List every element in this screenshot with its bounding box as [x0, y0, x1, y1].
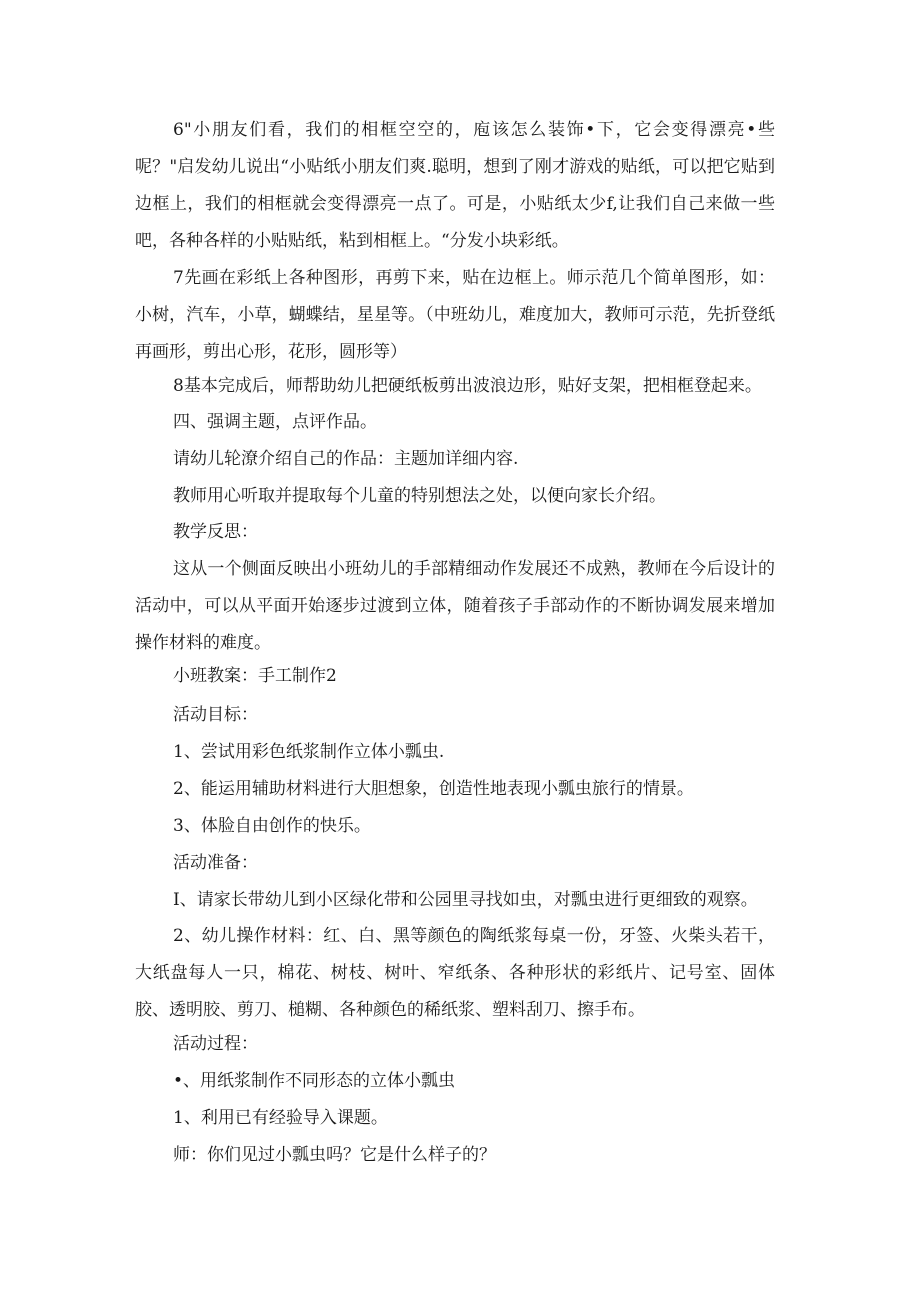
preparation-1: I、请家长带幼儿到小区绿化带和公园里寻找如虫，对瓢虫进行更细致的观察。 [173, 890, 758, 910]
objective-1: 1、尝试用彩色纸浆制作立体小瓢虫. [173, 742, 445, 762]
heading-lesson-2: 小班教案：手工制作2 [173, 666, 337, 686]
paragraph-step-6: 6"小朋友们看，我们的相框空空的，庖该怎么装饰•下，它会变得漂亮•些呢？"启发幼儿说出“小贴纸小朋友们爽.聪明，想到了刚才游戏的贴纸，可以把它贴到边框上，我们的相框就会变得漂亮一点了。可是，小贴纸太少f,让我们自己来做一些吧，各种各样的小贴贴纸，粘到相框上。“分发小块彩纸。 [135, 120, 775, 251]
preparation-2: 2、幼儿操作材料：红、白、黑等颜色的陶纸浆每桌一份，牙签、火柴头若干，大纸盘每人一只，棉花、树枝、树叶、窄纸条、各种形状的彩纸片、记号室、固体胶、透明胶、剪刀、槌糊、各种颜色的稀纸浆、塑料刮刀、擦手布。 [135, 926, 775, 1020]
teacher-question: 师：你们见过小瓢虫吗？它是什么样子的？ [173, 1145, 496, 1165]
section-heading-4: 四、强调主题，点评作品。 [173, 412, 377, 432]
heading-reflection: 教学反思： [173, 522, 258, 542]
heading-process: 活动过程： [173, 1034, 258, 1054]
paragraph-teacher-listen: 教师用心听取并提取每个儿童的特别想法之处，以便向家长介绍。 [173, 486, 666, 506]
paragraph-introduce-works: 请幼儿轮潦介绍自己的作品：主题加详细内容. [173, 449, 519, 469]
heading-objectives: 活动目标： [173, 705, 258, 725]
process-step-heading: •、用纸浆制作不同形态的立体小瓢虫 [173, 1071, 456, 1091]
paragraph-reflection: 这从一个侧面反映出小班幼儿的手部精细动作发展还不成熟，教师在今后设计的活动中，可以从平面开始逐步过渡到立体，随着孩子手部动作的不断协调发展来增加操作材料的难度。 [135, 559, 775, 653]
paragraph-step-8: 8基本完成后，师帮助幼儿把硬纸板剪出波浪边形，贴好支架，把相框登起来。 [173, 376, 762, 396]
process-step-1: 1、利用已有经验导入课题。 [173, 1108, 388, 1128]
heading-preparation: 活动准备： [173, 853, 258, 873]
objective-3: 3、体脸自由创作的快乐。 [173, 816, 371, 836]
objective-2: 2、能运用辅助材料进行大胆想象，创造性地表现小瓢虫旅行的情景。 [173, 779, 694, 799]
paragraph-step-7: 7先画在彩纸上各种图形，再剪下来，贴在边框上。师示范几个简单图形，如：小树，汽车，小草，蝴蝶结，星星等。（中班幼儿，难度加大，教师可示范，先折登纸再画形，剪出心形，花形，圆形等） [135, 268, 775, 362]
